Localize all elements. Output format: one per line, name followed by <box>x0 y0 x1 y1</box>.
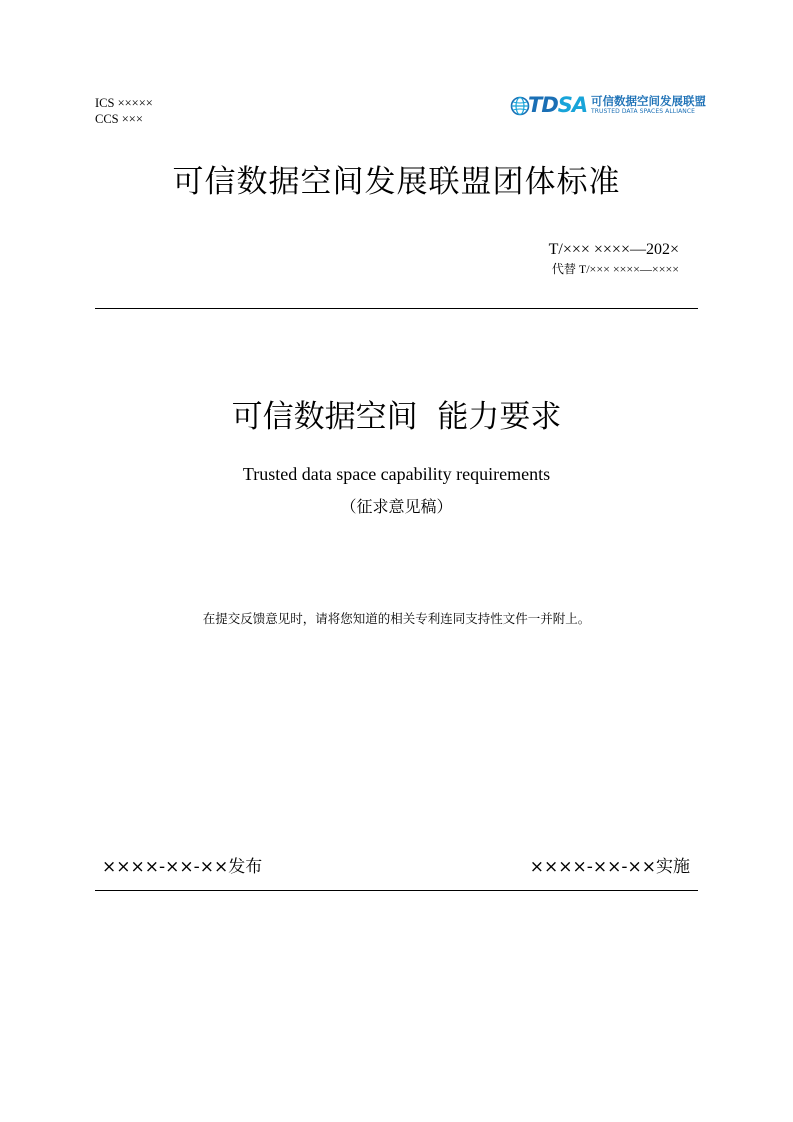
header-divider <box>95 308 698 309</box>
tdsa-logo <box>510 93 706 120</box>
draft-status: （征求意见稿） <box>340 497 453 516</box>
replaces-standard: 代替 T/××× ××××—×××× <box>551 262 679 276</box>
ics-code: ICS ××××× <box>95 96 153 110</box>
standard-number: T/××× ××××—202× <box>548 241 679 258</box>
implement-date: ××××-××-××实施 <box>529 857 690 877</box>
globe-icon <box>510 96 530 116</box>
patent-notice: 在提交反馈意见时，请将您知道的相关专利连同支持性文件一并附上。 <box>202 611 591 626</box>
document-title: 可信数据空间 能力要求 <box>231 399 562 435</box>
alliance-name-cn: 可信数据空间发展联盟 <box>591 94 706 108</box>
organization-standard-title: 可信数据空间发展联盟团体标准 <box>172 164 621 200</box>
ccs-code: CCS ××× <box>95 112 143 126</box>
alliance-name-en: TRUSTED DATA SPACES ALLIANCE <box>591 108 696 115</box>
publish-date: ××××-××-××发布 <box>102 857 263 877</box>
document-title-english: Trusted data space capability requirements <box>242 464 551 484</box>
tdsa-logo-mark: TDSA <box>528 93 588 117</box>
footer-divider <box>95 890 698 891</box>
